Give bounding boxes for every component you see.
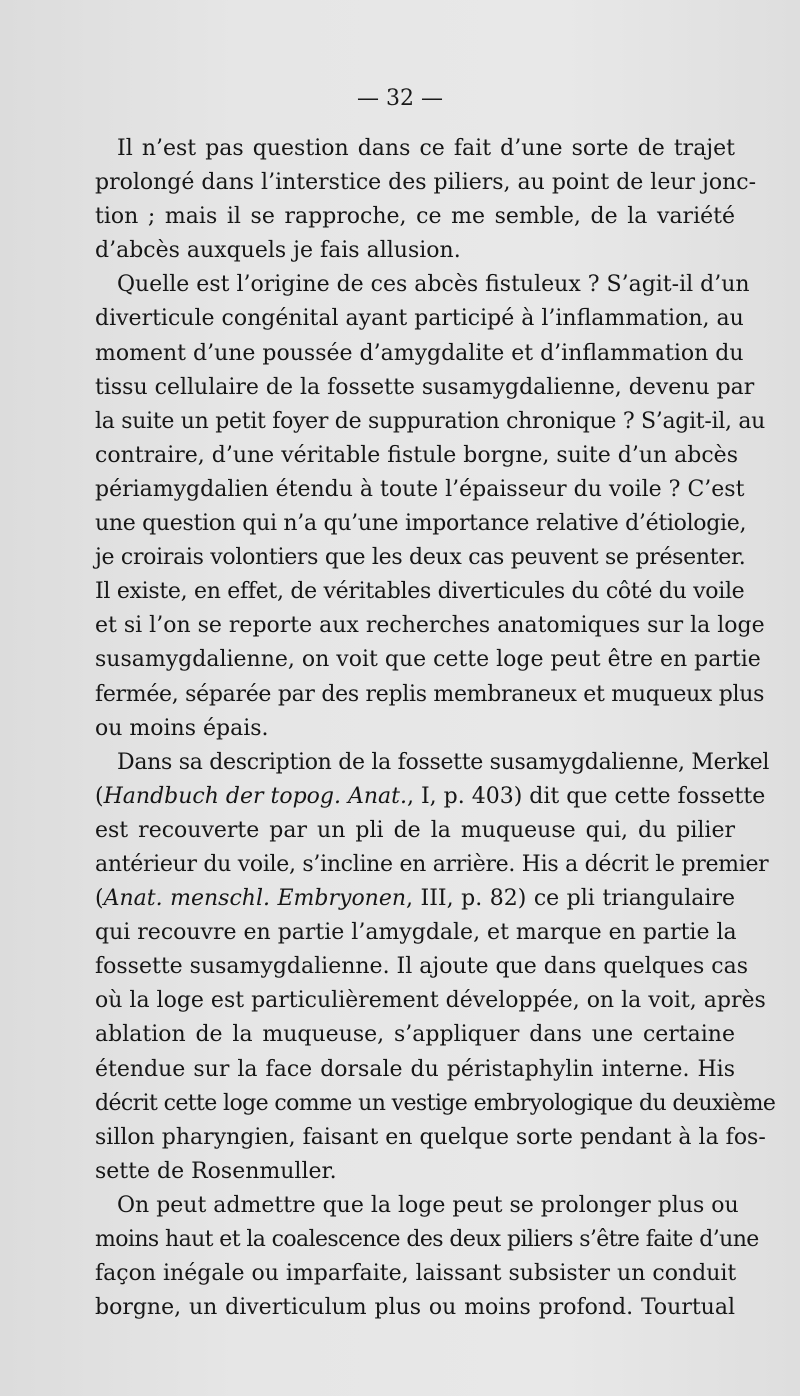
text-line: borgne, un diverticulum plus ou moins profond. Tourtual: [95, 1295, 735, 1321]
text-line: où la loge est particulièrement développée, on la voit, après: [95, 988, 766, 1014]
text-line: tissu cellulaire de la fossette susamygdalienne, devenu par: [95, 374, 755, 400]
text-line: Il n’est pas question dans ce fait d’une sorte de trajet: [117, 136, 735, 161]
text-line: diverticule congénital ayant participé à l’inflammation, au: [95, 306, 744, 332]
text-line: fermée, séparée par des replis membraneux et muqueux plus: [95, 681, 765, 707]
text-line: qui recouvre en partie l’amygdale, et marque en partie la: [95, 920, 737, 946]
text-line: étendue sur la face dorsale du péristaphylin interne. His: [95, 1056, 735, 1082]
text-line: On peut admettre que la loge peut se prolonger plus ou: [117, 1192, 739, 1218]
text-line: Quelle est l’origine de ces abcès fistuleux ? S’agit-il d’un: [117, 272, 750, 298]
text-line: moment d’une poussée d’amygdalite et d’inflammation du: [95, 340, 744, 366]
text-line: est recouverte par un pli de la muqueuse qui, du pilier: [95, 817, 735, 843]
text-line: périamygdalien étendu à toute l’épaisseur du voile ? C’est: [95, 476, 745, 502]
text-line: prolongé dans l’interstice des piliers, au point de leur jonc-: [95, 170, 757, 196]
text-line: je croirais volontiers que les deux cas peuvent se présenter.: [95, 545, 746, 571]
text-line: ou moins épais.: [95, 715, 269, 741]
page-number: — 32 —: [357, 86, 443, 111]
text-line: fossette susamygdalienne. Il ajoute que dans quelques cas: [95, 954, 748, 980]
text-line: (Handbuch der topog. Anat., I, p. 403) dit que cette fossette: [95, 783, 766, 809]
citation-title: Anat. menschl. Embryonen: [103, 886, 407, 912]
body-text: [95, 132, 776, 1325]
text-line: d’abcès auxquels je fais allusion.: [95, 238, 461, 264]
text-line: sette de Rosenmuller.: [95, 1158, 337, 1184]
text-line: sillon pharyngien, faisant en quelque sorte pendant à la fos-: [95, 1124, 766, 1150]
text-line: la suite un petit foyer de suppuration chronique ? S’agit-il, au: [95, 408, 766, 434]
text-line: contraire, d’une véritable fistule borgne, suite d’un abcès: [95, 442, 738, 468]
text-line: tion ; mais il se rapproche, ce me semble, de la variété: [95, 204, 735, 230]
text-line: façon inégale ou imparfaite, laissant subsister un conduit: [95, 1261, 737, 1287]
text-line: susamygdalienne, on voit que cette loge peut être en partie: [95, 647, 761, 673]
text-line: ablation de la muqueuse, s’appliquer dans une certaine: [95, 1022, 735, 1048]
citation-title: Handbuch der topog. Anat.: [103, 783, 407, 809]
text-line: (Anat. menschl. Embryonen, III, p. 82) ce pli triangulaire: [95, 886, 735, 912]
text-line: moins haut et la coalescence des deux piliers s’être faite d’une: [95, 1227, 759, 1252]
text-line: Il existe, en effet, de véritables diverticules du côté du voile: [95, 579, 745, 605]
text-line: et si l’on se reporte aux recherches anatomiques sur la loge: [95, 613, 765, 639]
text-line: une question qui n’a qu’une importance relative d’étiologie,: [95, 511, 747, 537]
text-line: antérieur du voile, s’incline en arrière. His a décrit le premier: [95, 851, 769, 877]
text-line: décrit cette loge comme un vestige embryologique du deuxième: [95, 1090, 776, 1116]
text-line: Dans sa description de la fossette susamygdalienne, Merkel: [117, 749, 770, 775]
